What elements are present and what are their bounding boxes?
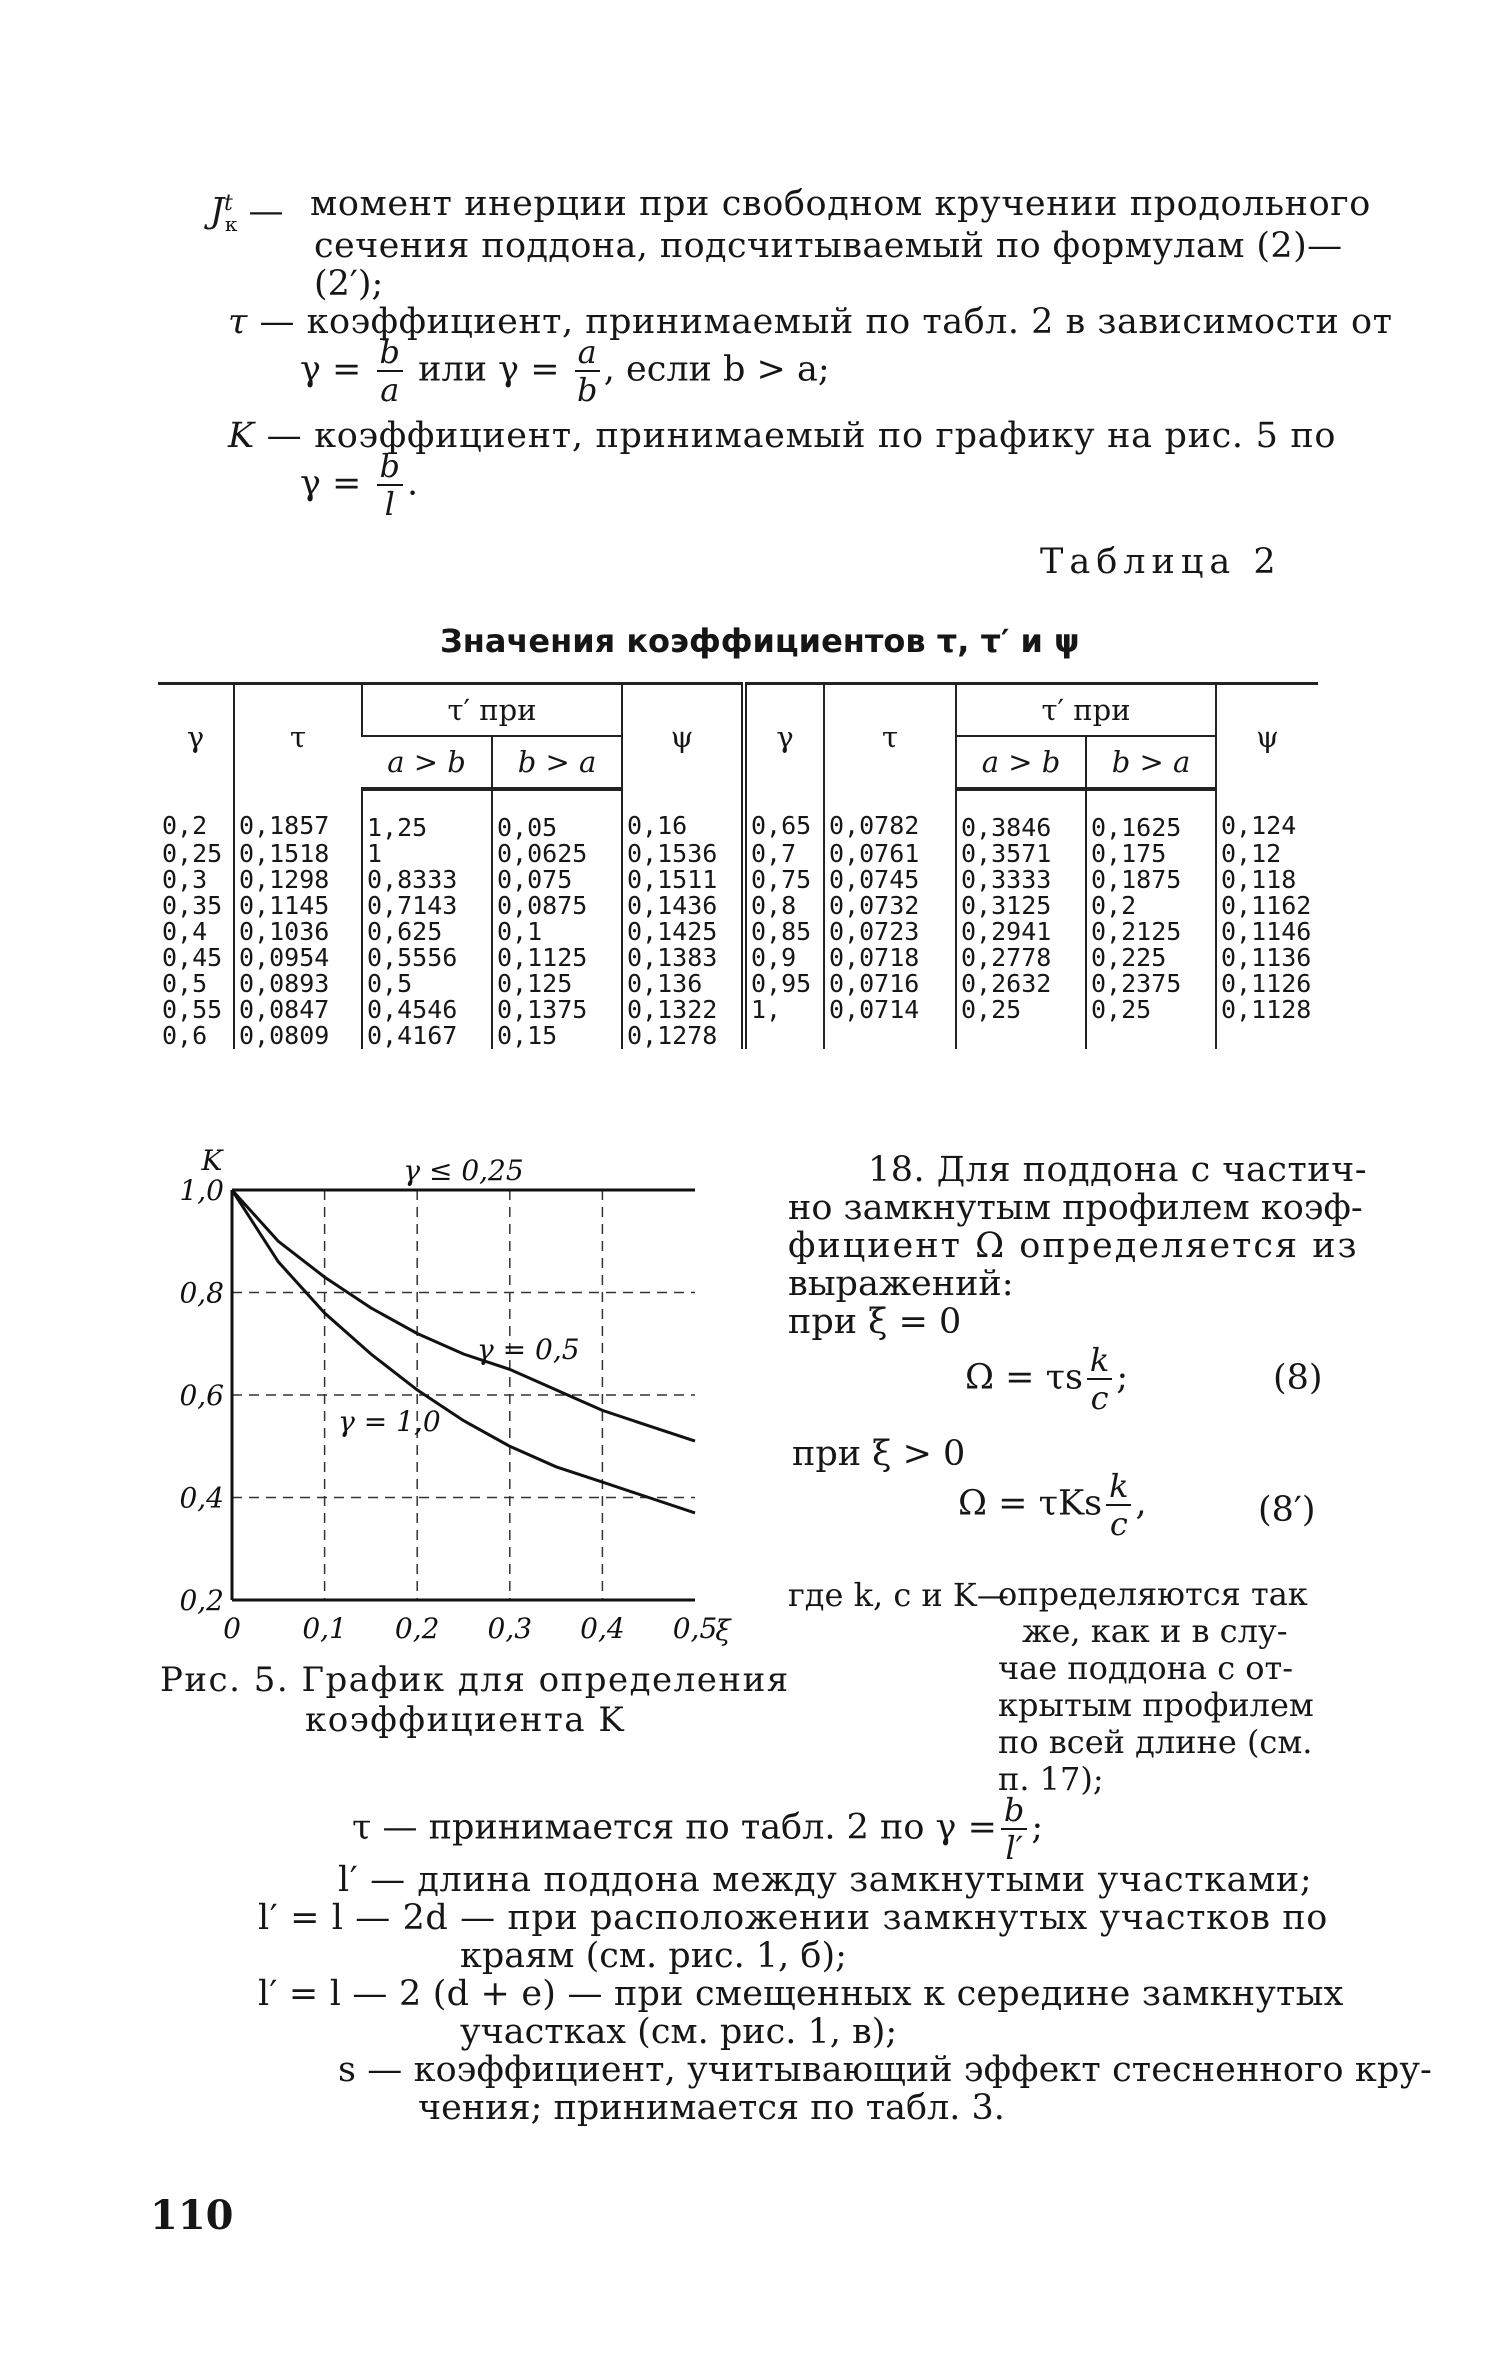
bottom-s-b: чения; принимается по табл. 3. [418,2088,1005,2128]
table-cell: 0,1518 [234,841,362,867]
table-cell: 0,1511 [622,867,744,893]
table-cell: 0,2941 [956,919,1086,945]
table-cell: 0,1278 [622,1023,744,1049]
bottom-lp2-b: участках (см. рис. 1, в); [460,2012,898,2052]
table-cell: 0,25 [956,997,1086,1023]
table-cell [1216,1023,1318,1049]
table-cell: 0,0723 [824,919,956,945]
table-cell: 0,15 [492,1023,622,1049]
table-cell: 0,1536 [622,841,744,867]
table-cell: 0,2 [162,811,208,840]
table-cell: 0,136 [622,971,744,997]
table-cell [956,1023,1086,1049]
table-row [158,1023,1318,1049]
table-cell: 0,85 [744,919,824,945]
table-cell: 0,0718 [824,945,956,971]
header-gamma: γ [158,684,234,790]
header-a-gt-b: a > b [956,736,1086,789]
table-cell: 0,8 [744,893,824,919]
table-cell: 0,1375 [492,997,622,1023]
bottom-tau: τ — принимается по табл. 2 по γ = $\frac{b}{l'}$ ; [352,1791,1044,1867]
table-cell: 0,1128 [1216,997,1318,1023]
table-cell: 0,1383 [622,945,744,971]
table-cell: 0,1 [492,919,622,945]
table-cell: 0,0714 [824,997,956,1023]
table-cell: 0,12 [1216,841,1318,867]
table-cell: 0,2375 [1086,971,1216,997]
x-tick-label: 0 [223,1612,241,1645]
table-cell: 0,118 [1216,867,1318,893]
table-cell: 0,175 [1086,841,1216,867]
def-tau-line1: τ — коэффициент, принимаемый по табл. 2 в зависимости от [228,302,1393,342]
table-cell: 0,3846 [956,789,1086,841]
series-line-1 [232,1190,695,1441]
where-text: определяются так же, как и в слу- чае поддона с от- крытым профилем по всей длине (см. п. 17); [998,1575,1314,1798]
table-cell: 0,5556 [362,945,492,971]
table-cell: 0,3125 [956,893,1086,919]
fraction: $\frac{b}{l}$ [377,450,403,520]
section18-line2: но замкнутым профилем коэф- [788,1188,1363,1228]
fraction: $\frac{b}{l'}$ [1001,1794,1027,1864]
section18-line3: фициент Ω определяется из [788,1226,1359,1266]
figure-caption-line1: Рис. 5. График для определения [160,1660,790,1700]
header-tau-prime: τ′ при [362,684,622,737]
table-cell: 0,1125 [492,945,622,971]
coefficients-table [158,682,1318,1049]
table-label: Таблица 2 [1040,542,1282,582]
table-cell: 0,4167 [362,1023,492,1049]
table-row [158,945,1318,971]
header-psi: ψ [1216,684,1318,790]
table-cell: 1 [362,841,492,867]
def-tau-gamma: γ = $\frac{b}{a}$ или γ = $\frac{a}{b}$ , если b > a; [300,333,830,409]
def-K-gamma: γ = $\frac{b}{l}$ . [300,447,419,523]
y-axis-label: K [201,1144,223,1177]
curve-annotation: γ = 1,0 [338,1404,441,1438]
table-cell: 1, [744,997,824,1023]
bottom-lp1-a: l′ = l — 2d — при расположении замкнутых участков по [258,1898,1328,1938]
y-tick-label: 0,6 [179,1379,224,1412]
table-cell: 0,0809 [234,1023,362,1049]
table-cell: 0,124 [1216,789,1318,841]
table-cell: 0,3 [162,865,208,894]
table-cell: 0,6 [162,1021,208,1050]
table-cell: 0,1136 [1216,945,1318,971]
x-tick-label: 0,3 [487,1612,533,1645]
table-cell: 0,1322 [622,997,744,1023]
table-body [158,789,1318,1049]
table-cell: 0,0761 [824,841,956,867]
table-cell: 0,35 [162,891,223,920]
series-line-2 [232,1190,695,1513]
table-cell: 0,2125 [1086,919,1216,945]
equation-8-label: (8) [1273,1358,1323,1398]
table-cell: 0,0893 [234,971,362,997]
table-cell: 0,1436 [622,893,744,919]
y-tick-label: 0,2 [179,1584,224,1617]
table-row [158,997,1318,1023]
table-cell: 0,0625 [492,841,622,867]
where-lead: где k, c и K— [788,1576,1009,1614]
table-row [158,971,1318,997]
table-cell [824,1023,956,1049]
curve-annotation: γ ≤ 0,25 [403,1154,524,1187]
table-cell: 0,3571 [956,841,1086,867]
section18-case2: при ξ > 0 [792,1434,966,1474]
table-cell: 0,4 [162,917,208,946]
table-cell: 0,1145 [234,893,362,919]
table-cell: 0,25 [1086,997,1216,1023]
table-row [158,789,1318,841]
equation-8-prime-label: (8′) [1258,1490,1316,1530]
table-row [158,867,1318,893]
header-tau-prime: τ′ при [956,684,1216,737]
x-tick-label: 0,2 [394,1612,440,1645]
table-cell: 1,25 [362,789,492,841]
table-cell: 0,5 [362,971,492,997]
table-cell: 0,7143 [362,893,492,919]
table-cell: 0,2778 [956,945,1086,971]
curve-annotation: γ = 0,5 [477,1333,580,1367]
header-a-gt-b: a > b [362,736,492,789]
y-tick-label: 0,4 [179,1481,224,1515]
table-cell: 0,0875 [492,893,622,919]
y-tick-label: 1,0 [179,1174,224,1207]
table-cell: 0,65 [744,789,824,841]
def-jk-line1: момент инерции при свободном кручении продольного [310,184,1371,224]
table-cell: 0,0954 [234,945,362,971]
table-cell: 0,0745 [824,867,956,893]
table-cell: 0,1146 [1216,919,1318,945]
table-cell: 0,0716 [824,971,956,997]
table-cell: 0,55 [162,995,223,1024]
table-cell: 0,0847 [234,997,362,1023]
table-cell [1086,1023,1216,1049]
table-cell: 0,1036 [234,919,362,945]
table-cell: 0,1126 [1216,971,1318,997]
equation-8: Ω = τs $\frac{k}{c}$ ; [965,1341,1129,1417]
def-K-line1: K — коэффициент, принимаемый по графику на рис. 5 по [228,416,1337,456]
k-chart [179,1144,740,1647]
x-tick-label: 0,5 [672,1612,718,1645]
table-cell [744,1023,824,1049]
x-tick-label: 0,1 [302,1612,347,1645]
def-jk-line3: (2′); [314,264,384,304]
table-cell: 0,9 [744,945,824,971]
table-cell: 0,2632 [956,971,1086,997]
bottom-s-a: s — коэффициент, учитывающий эффект стесненного кру- [338,2050,1432,2090]
header-tau: τ [824,684,956,790]
header-b-gt-a: b > a [492,736,622,789]
table-cell: 0,7 [744,841,824,867]
table-cell: 0,3333 [956,867,1086,893]
table-cell: 0,05 [492,789,622,841]
table-cell: 0,1162 [1216,893,1318,919]
def-jk-symbol: $J^t_к$ — [210,191,284,236]
table-cell: 0,45 [162,943,223,972]
bottom-lp1-b: краям (см. рис. 1, б); [460,1936,847,1976]
header-gamma: γ [744,684,824,790]
table-cell: 0,75 [744,867,824,893]
table-cell: 0,16 [622,789,744,841]
table-cell: 0,0732 [824,893,956,919]
table-cell: 0,8333 [362,867,492,893]
bottom-lp2-a: l′ = l — 2 (d + e) — при смещенных к середине замкнутых [258,1974,1344,2014]
fraction: $\frac{k}{c}$ [1087,1344,1112,1414]
y-tick-label: 0,8 [179,1276,224,1310]
table-cell: 0,125 [492,971,622,997]
fraction: $\frac{b}{a}$ [377,336,403,406]
table-cell: 0,2 [1086,893,1216,919]
table-cell: 0,1425 [622,919,744,945]
page-number: 110 [150,2192,234,2239]
bottom-lp: l′ — длина поддона между замкнутыми участками; [338,1860,1313,1900]
header-tau: τ [234,684,362,790]
table-cell: 0,95 [744,971,824,997]
table-cell: 0,1875 [1086,867,1216,893]
table-cell: 0,1625 [1086,789,1216,841]
table-cell: 0,1298 [234,867,362,893]
section18-line4: выражений: [788,1264,1014,1304]
section18-line1: 18. Для поддона с частич- [868,1150,1368,1190]
table-cell: 0,4546 [362,997,492,1023]
section18-case1: при ξ = 0 [788,1302,962,1342]
table-cell: 0,625 [362,919,492,945]
table-cell: 0,25 [162,839,223,868]
table-cell: 0,5 [162,969,208,998]
header-psi: ψ [622,684,744,790]
equation-8-prime: Ω = τKs $\frac{k}{c}$ , [958,1467,1147,1543]
table-row [158,893,1318,919]
table-cell: 0,0782 [824,789,956,841]
table-cell: 0,075 [492,867,622,893]
def-jk-line2: сечения поддона, подсчитываемый по формулам (2)— [314,226,1343,266]
x-tick-label: 0,4 [580,1612,625,1645]
figure-caption-line2: коэффициента K [305,1700,626,1740]
fraction: $\frac{k}{c}$ [1106,1470,1131,1540]
table-row [158,919,1318,945]
table-cell: 0,1857 [234,789,362,841]
header-b-gt-a: b > a [1086,736,1216,789]
table-title: Значения коэффициентов τ, τ′ и ψ [440,622,1080,660]
x-axis-label: ξ [715,1614,731,1647]
table-row [158,841,1318,867]
table-cell: 0,225 [1086,945,1216,971]
fraction: $\frac{a}{b}$ [575,336,600,406]
